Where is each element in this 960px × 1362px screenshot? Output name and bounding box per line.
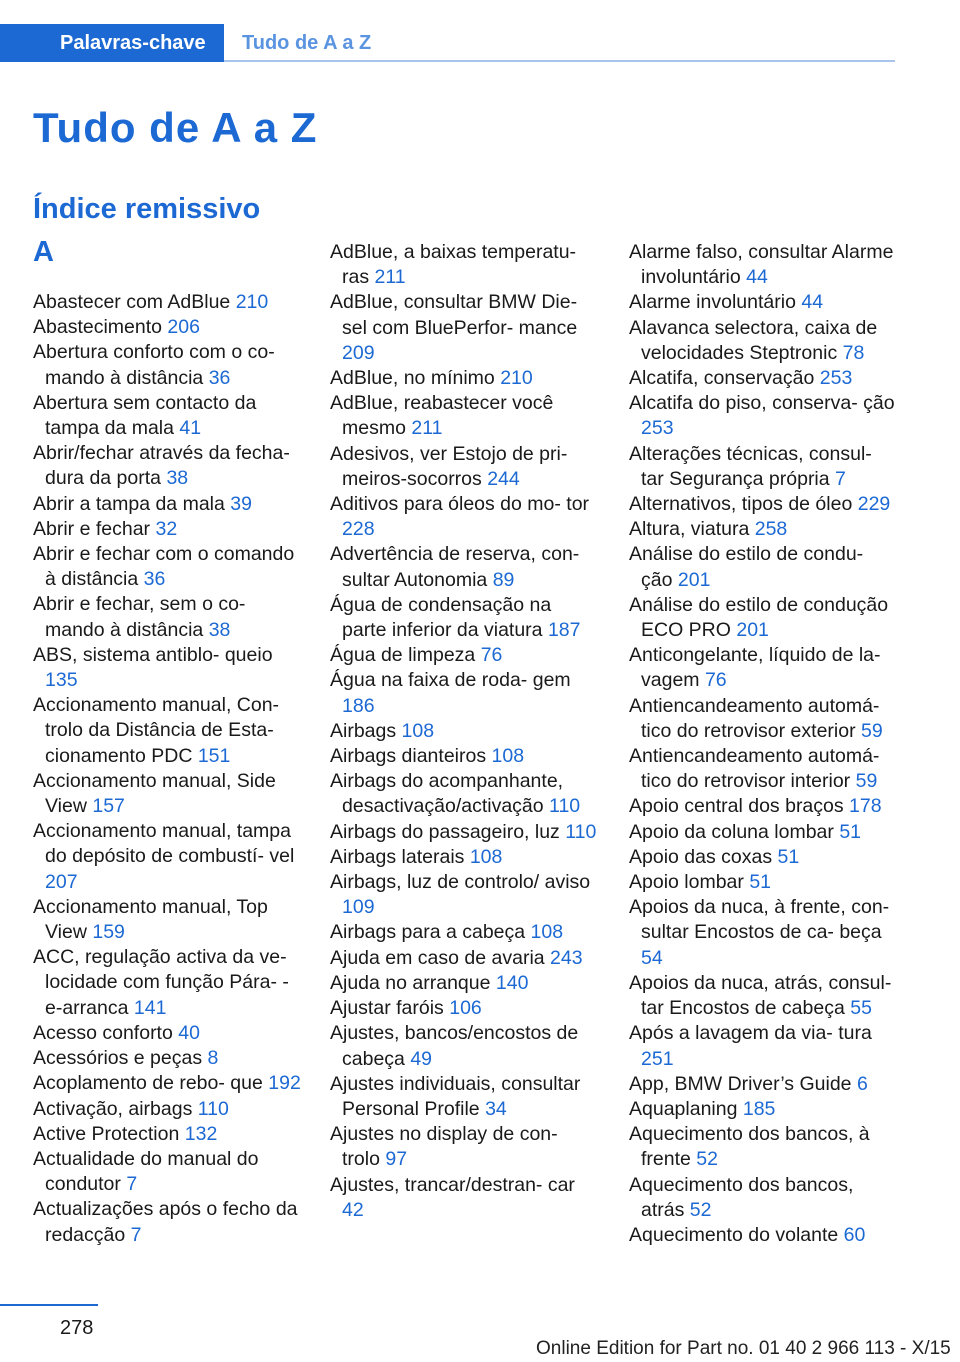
index-entry-text: Actualidade do manual do condutor [33, 1147, 259, 1196]
index-entry [629, 542, 897, 592]
index-entry [330, 442, 598, 492]
index-entry-text: Airbags [330, 719, 397, 742]
index-entry [33, 441, 301, 491]
index-entry-page-link[interactable]: 201 [736, 619, 769, 642]
index-entry-page-link[interactable]: 187 [547, 619, 581, 642]
index-entry [33, 1197, 301, 1247]
index-entry-text: Airbags laterais [330, 845, 465, 868]
index-entry-page-link[interactable]: 7 [126, 1173, 138, 1196]
index-entry-text: Altura, viatura [629, 518, 750, 541]
index-entry [629, 895, 897, 971]
index-entry [629, 442, 897, 492]
index-entry-text: Abrir a tampa da mala [33, 492, 225, 515]
index-entry-page-link[interactable]: 42 [342, 1198, 364, 1221]
index-entry-page-link[interactable]: 157 [92, 795, 125, 818]
index-entry-text: Apoios da nuca, à frente, con‐ sultar Encostos de ca‐ beça [629, 896, 890, 944]
index-entry [629, 1173, 897, 1223]
index-entry [330, 920, 598, 945]
index-entry-text: Ajustes individuais, consultar Personal Profile [330, 1072, 581, 1120]
index-entry-text: Ajuda no arranque [330, 971, 491, 994]
index-entry-page-link[interactable]: 253 [641, 417, 674, 440]
index-entry-text: Apoios da nuca, atrás, consul‐ tar Encostos de cabeça [629, 971, 892, 1020]
index-entry-page-link[interactable]: 132 [184, 1122, 218, 1145]
index-entry [330, 366, 598, 391]
page-header [0, 24, 895, 62]
index-entry-text: Aquaplaning [629, 1097, 738, 1120]
index-entry-text: Accionamento manual, Side View [33, 769, 276, 818]
index-entry [33, 643, 301, 693]
index-entry-page-link[interactable]: 34 [485, 1097, 507, 1120]
index-entry [629, 820, 897, 845]
index-entry-page-link[interactable]: 141 [133, 996, 167, 1019]
index-entry-page-link[interactable]: 51 [749, 871, 772, 894]
index-entry-page-link[interactable]: 151 [197, 744, 231, 767]
index-entry-text: Água de condensação na parte inferior da viatura [330, 593, 552, 642]
index-entry-page-link[interactable]: 211 [374, 266, 406, 289]
index-entry [330, 643, 598, 668]
header-divider [224, 60, 895, 62]
index-entry-text: Airbags dianteiros [330, 745, 487, 768]
index-entry-text: Abrir e fechar com o comando à distância [33, 543, 295, 591]
index-entry-text: Accionamento manual, tampa do depósito de combustí‐ vel [33, 820, 295, 868]
index-entry-text: Abertura conforto com o co‐ mando à distância [33, 341, 275, 389]
index-entry-page-link[interactable]: 97 [385, 1148, 408, 1171]
index-entry-text: Análise do estilo de condução ECO PRO [629, 593, 889, 642]
index-entry-text: Água na faixa de roda‐ gem [330, 669, 571, 692]
index-entry [33, 492, 301, 517]
index-entry-page-link[interactable]: 8 [207, 1047, 219, 1070]
index-entry-page-link[interactable]: 52 [696, 1148, 718, 1171]
index-entry-text: Abertura sem contacto da tampa da mala [33, 391, 257, 440]
index-entry-text: Alarme involuntário [629, 291, 796, 314]
index-entry-text: Ajustar faróis [330, 997, 444, 1020]
index-entry-text: Abastecer com AdBlue [33, 291, 231, 313]
index-entry-text: AdBlue, reabastecer você mesmo [330, 392, 554, 440]
index-entry-text: Advertência de reserva, con‐ sultar Autonomia [330, 543, 580, 591]
index-entry-page-link[interactable]: 186 [342, 694, 375, 717]
index-entry [330, 996, 598, 1021]
index-entry-text: Acessórios e peças [33, 1047, 203, 1070]
index-entry-page-link[interactable]: 201 [677, 568, 711, 591]
index-entry-text: Antiencandeamento automá‐ tico do retrovisor interior [629, 745, 880, 793]
index-entry-text: Acoplamento de rebo‐ que [33, 1072, 263, 1095]
index-entry [330, 240, 598, 290]
index-entry-page-link[interactable]: 40 [178, 1021, 200, 1044]
index-entry-page-link[interactable]: 210 [500, 367, 533, 390]
index-entry-page-link[interactable]: 6 [856, 1072, 868, 1095]
index-entry-page-link[interactable]: 159 [92, 921, 125, 944]
index-column-2 [330, 240, 598, 1223]
index-entry-page-link[interactable]: 140 [495, 971, 529, 994]
index-entry-page-link[interactable]: 89 [492, 568, 515, 591]
index-entry-page-link[interactable]: 244 [487, 467, 520, 490]
index-entry-text: Alavanca selectora, caixa de velocidades Steptronic [629, 316, 878, 364]
index-entry-text: AdBlue, consultar BMW Die‐ sel com BluePerfor‐ mance [330, 291, 578, 339]
index-entry-page-link[interactable]: 51 [777, 845, 800, 868]
index-entry-page-link[interactable]: 36 [143, 568, 166, 591]
index-entry-text: Água de limpeza [330, 644, 476, 667]
footer-divider [0, 1304, 98, 1306]
index-entry [629, 366, 897, 391]
index-entry-page-link[interactable]: 253 [819, 367, 853, 390]
index-entry-text: ACC, regulação activa da ve‐ locidade com função Pára- -e-arranca [33, 946, 289, 1019]
index-entry-page-link[interactable]: 55 [850, 997, 872, 1020]
index-entry [629, 1223, 897, 1248]
index-entry [629, 316, 897, 366]
index-entry-page-link[interactable]: 178 [849, 795, 882, 818]
index-entry-text: Abrir/fechar através da fecha‐ dura da porta [33, 442, 290, 490]
index-entry-text: Antiencandeamento automá‐ tico do retrovisor exterior [629, 694, 880, 742]
index-entry [33, 769, 301, 819]
index-entry [33, 517, 301, 542]
index-entry [330, 391, 598, 441]
index-entry-text: Aquecimento do volante [629, 1223, 839, 1246]
index-column-3 [629, 240, 897, 1248]
index-entry-text: Apoio das coxas [629, 845, 773, 868]
index-entry-page-link[interactable]: 258 [754, 518, 788, 541]
index-entry-page-link[interactable]: 229 [857, 493, 891, 516]
index-entry-page-link[interactable]: 41 [179, 417, 202, 440]
index-entry-page-link[interactable]: 108 [491, 745, 525, 768]
index-entry-page-link[interactable]: 207 [45, 870, 78, 893]
index-entry-text: App, BMW Driver’s Guide [629, 1072, 852, 1095]
index-entry [629, 492, 897, 517]
index-entry-page-link[interactable]: 211 [411, 417, 443, 440]
index-entry [33, 1097, 301, 1122]
index-entry [629, 694, 897, 744]
index-entry [33, 895, 301, 945]
index-entry-text: Após a lavagem da via‐ tura [629, 1022, 872, 1045]
index-entry [330, 492, 598, 542]
index-entry-page-link[interactable]: 54 [641, 946, 663, 969]
index-entry-page-link[interactable]: 38 [208, 618, 231, 641]
tab-palavras-chave[interactable]: Palavras-chave [0, 24, 224, 62]
index-entry [330, 719, 598, 744]
index-entry [629, 517, 897, 542]
index-entry-page-link[interactable]: 210 [235, 291, 269, 313]
index-entry-page-link[interactable]: 106 [449, 997, 482, 1020]
index-entry-page-link[interactable]: 110 [197, 1097, 229, 1120]
index-entry-page-link[interactable]: 135 [45, 669, 78, 692]
index-entry-page-link[interactable]: 110 [565, 820, 597, 843]
index-entry-page-link[interactable]: 51 [839, 820, 862, 843]
index-entry-page-link[interactable]: 36 [208, 366, 231, 389]
index-entry [33, 315, 301, 340]
index-entry-text: Airbags, luz de controlo/ aviso [330, 871, 591, 894]
index-entry-text: Airbags para a cabeça [330, 921, 526, 944]
index-entry-text: Alterações técnicas, consul‐ tar Segurança própria [629, 442, 872, 490]
index-entry-text: AdBlue, no mínimo [330, 367, 495, 390]
edition-note: Online Edition for Part no. 01 40 2 966 113 - X/15 [536, 1338, 951, 1359]
index-entry [629, 794, 897, 819]
index-entry [33, 1122, 301, 1147]
index-entry-page-link[interactable]: 59 [855, 770, 878, 793]
index-entry-text: Activação, airbags [33, 1097, 193, 1120]
index-entry [629, 845, 897, 870]
index-entry-page-link[interactable]: 108 [530, 921, 564, 944]
index-entry-text: Alcatifa do piso, conserva‐ ção [629, 392, 895, 415]
index-entry [330, 1072, 598, 1122]
index-entry-page-link[interactable]: 228 [342, 518, 375, 541]
index-entry-text: AdBlue, a baixas temperatu‐ ras [330, 241, 577, 289]
index-entry-page-link[interactable]: 76 [704, 669, 727, 692]
index-entry-page-link[interactable]: 192 [268, 1072, 301, 1095]
index-entry [33, 1021, 301, 1046]
index-entry [629, 290, 897, 315]
index-entry-page-link[interactable]: 38 [166, 467, 189, 490]
index-entry [33, 945, 301, 1021]
index-entry-text: ABS, sistema antiblo‐ queio [33, 643, 273, 666]
index-entry [330, 1173, 598, 1223]
index-entry-page-link[interactable]: 251 [641, 1047, 674, 1070]
index-entry-text: Ajustes, trancar/destran‐ car [330, 1173, 575, 1196]
index-entry-page-link[interactable]: 76 [480, 644, 503, 667]
tab-tudo-de-a-a-z[interactable]: Tudo de A a Z [242, 32, 372, 54]
index-entry-text: Abrir e fechar [33, 517, 151, 540]
index-entry-text: Airbags do passageiro, luz [330, 820, 560, 843]
index-entry-text: Acesso conforto [33, 1021, 173, 1044]
index-entry-text: Ajustes no display de con‐ trolo [330, 1123, 558, 1171]
index-entry-page-link[interactable]: 108 [469, 845, 503, 868]
index-subtitle: Índice remissivo [33, 193, 261, 225]
index-entry [33, 1147, 301, 1197]
index-entry-page-link[interactable]: 108 [401, 719, 435, 742]
index-entry [33, 1046, 301, 1071]
index-entry [330, 1122, 598, 1172]
index-entry [330, 946, 598, 971]
index-entry-text: Alternativos, tipos de óleo [629, 493, 853, 516]
index-entry [33, 1071, 301, 1096]
index-entry-page-link[interactable]: 44 [801, 291, 824, 314]
index-entry-page-link[interactable]: 206 [167, 316, 200, 339]
index-entry [330, 870, 598, 920]
index-entry [330, 769, 598, 819]
index-entry-text: Accionamento manual, Con‐ trolo da Distância de Esta‐ cionamento PDC [33, 694, 280, 767]
index-column-1 [33, 290, 301, 1248]
index-entry-text: Análise do estilo de condu‐ ção [629, 543, 864, 591]
index-entry-page-link[interactable]: 110 [549, 795, 581, 818]
index-entry [629, 1122, 897, 1172]
index-entry-page-link[interactable]: 59 [861, 719, 883, 742]
index-entry-text: Aquecimento dos bancos, atrás [629, 1173, 854, 1221]
index-entry [629, 870, 897, 895]
index-entry [33, 819, 301, 895]
index-entry-text: Adesivos, ver Estojo de pri‐ meiros-socorros [330, 442, 568, 490]
index-entry-text: Actualizações após o fecho da redacção [33, 1198, 298, 1246]
index-entry-page-link[interactable]: 44 [746, 266, 768, 289]
index-entry [33, 391, 301, 441]
index-entry-text: Apoio da coluna lombar [629, 820, 834, 843]
index-entry [330, 542, 598, 592]
index-entry [330, 744, 598, 769]
index-entry [330, 668, 598, 718]
index-entry [330, 593, 598, 643]
index-entry [629, 391, 897, 441]
index-entry-page-link[interactable]: 78 [842, 341, 865, 364]
index-entry [33, 693, 301, 769]
index-entry-page-link[interactable]: 60 [843, 1223, 866, 1246]
index-entry [629, 1072, 897, 1097]
index-entry-page-link[interactable]: 109 [342, 896, 375, 919]
index-entry-page-link[interactable]: 49 [410, 1047, 433, 1070]
index-entry [330, 1021, 598, 1071]
index-entry-text: Ajuda em caso de avaria [330, 946, 545, 969]
index-entry-page-link[interactable]: 52 [689, 1198, 712, 1221]
index-entry-text: Airbags do acompanhante, desactivação/activação [330, 770, 564, 818]
index-entry-page-link[interactable]: 7 [835, 467, 846, 490]
index-entry-text: Abastecimento [33, 316, 162, 339]
index-entry-text: Alarme falso, consultar Alarme involuntário [629, 241, 894, 289]
index-entry [330, 290, 598, 366]
index-entry [629, 1021, 897, 1071]
index-entry [629, 744, 897, 794]
index-entry-page-link[interactable]: 7 [130, 1223, 142, 1246]
index-entry [33, 290, 301, 315]
index-entry [33, 542, 301, 592]
index-entry-text: Abrir e fechar, sem o co‐ mando à distância [33, 593, 246, 641]
index-entry-text: Ajustes, bancos/encostos de cabeça [330, 1022, 579, 1070]
index-entry [629, 240, 897, 290]
index-letter-heading: A [33, 236, 54, 268]
index-entry [330, 971, 598, 996]
index-entry [33, 592, 301, 642]
index-entry [330, 820, 598, 845]
index-entry-text: Alcatifa, conservação [629, 367, 815, 390]
index-entry-text: Aquecimento dos bancos, à frente [629, 1123, 870, 1171]
page-title: Tudo de A a Z [33, 104, 318, 151]
index-entry [33, 340, 301, 390]
page-number: 278 [60, 1317, 94, 1339]
index-entry-text: Apoio lombar [629, 871, 744, 894]
index-entry-page-link[interactable]: 209 [342, 341, 375, 364]
index-entry-page-link[interactable]: 185 [742, 1097, 776, 1120]
index-entry-page-link[interactable]: 32 [155, 517, 178, 540]
index-entry [629, 593, 897, 643]
index-entry [330, 845, 598, 870]
index-entry-text: Anticongelante, líquido de la‐ vagem [629, 644, 881, 692]
index-entry-text: Active Protection [33, 1122, 180, 1145]
index-entry-text: Aditivos para óleos do mo‐ tor [330, 493, 590, 516]
index-entry [629, 971, 897, 1021]
index-entry-text: Apoio central dos braços [629, 795, 844, 818]
index-entry [629, 1097, 897, 1122]
index-entry-page-link[interactable]: 243 [550, 946, 583, 969]
index-entry [629, 643, 897, 693]
index-entry-page-link[interactable]: 39 [230, 492, 252, 515]
index-entry-text: Accionamento manual, Top View [33, 895, 268, 944]
